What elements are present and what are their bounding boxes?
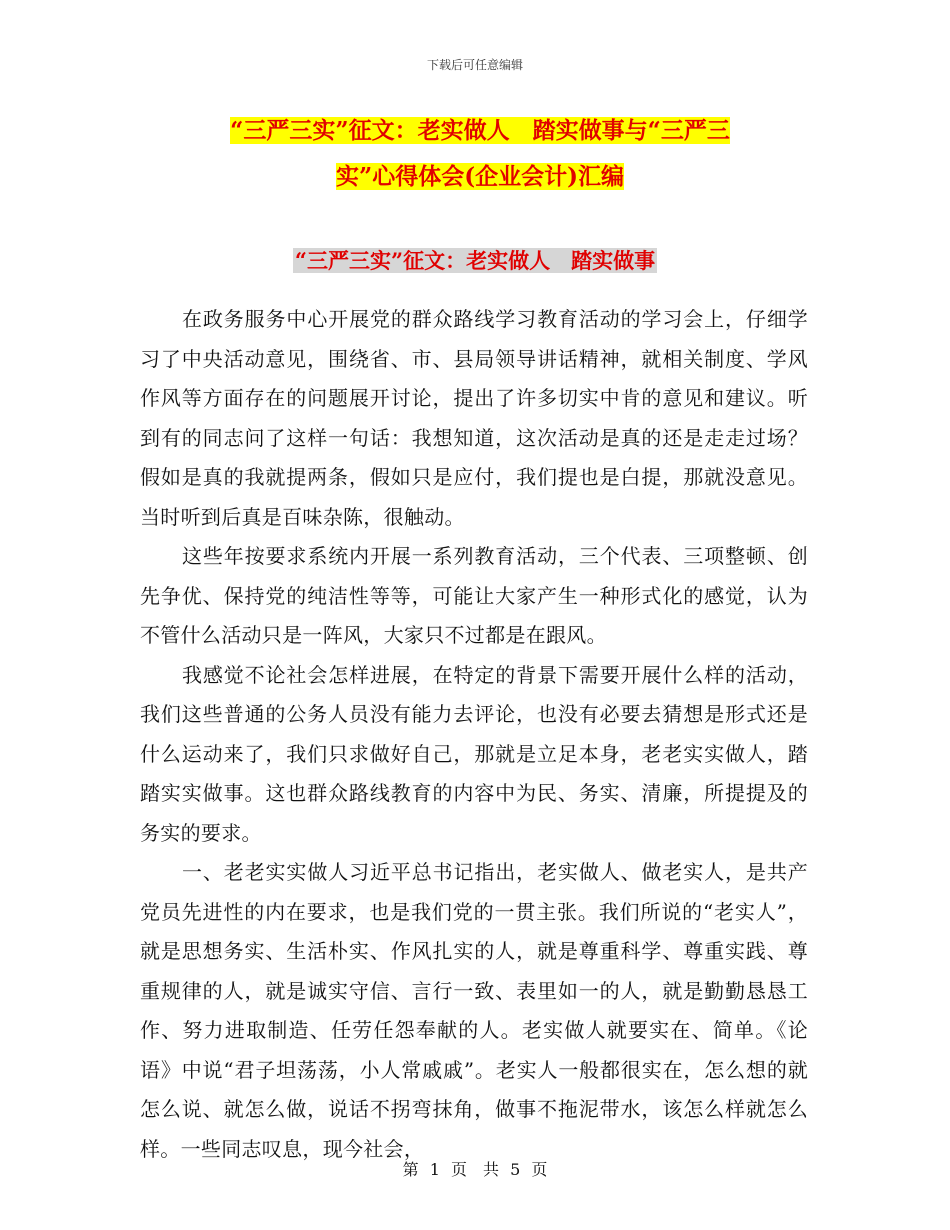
section-heading [0, 245, 950, 275]
page-footer [0, 1157, 950, 1180]
page-total: 5 [510, 1160, 521, 1179]
title-highlight: 实”心得体会(企业会计)汇编 [336, 163, 624, 190]
document-title-line-2 [140, 154, 820, 200]
footer-middle: 页 共 [450, 1160, 499, 1179]
title-highlight: “三严三实”征文：老实做人 踏实做事与“三严三 [230, 117, 730, 144]
page-header: 下载后可任意编辑 [426, 58, 523, 72]
section-heading-highlight: “三严三实”征文：老实做人 踏实做事 [294, 248, 656, 273]
paragraph: 这些年按要求系统内开展一系列教育活动，三个代表、三项整顿、创先争优、保持党的纯洁性等等，可能让大家产生一种形式化的感觉，认为不管什么活动只是一阵风，大家只不过都是在跟风。 [140, 544, 808, 647]
body-text [140, 300, 808, 1169]
footer-suffix: 页 [531, 1160, 548, 1179]
document-title-line-1 [140, 108, 820, 154]
paragraph: 我感觉不论社会怎样进展，在特定的背景下需要开展什么样的活动，我们这些普通的公务人员没有能力去评论，也没有必要去猜想是形式还是什么运动来了，我们只求做好自己，那就是立足本身，老老实实做人，踏踏实实做事。这也群众路线教育的内容中为民、务实、清廉，所提提及的务实的要求。 [140, 662, 808, 845]
footer-prefix: 第 [402, 1160, 419, 1179]
page-number: 1 [429, 1160, 440, 1179]
paragraph: 一、老老实实做人习近平总书记指出，老实做人、做老实人，是共产党员先进性的内在要求，也是我们党的一贯主张。我们所说的“老实人”，就是思想务实、生活朴实、作风扎实的人，就是尊重科学、尊重实践、尊重规律的人，就是诚实守信、言行一致、表里如一的人，就是勤勤恳恳工作、努力进取制造、任劳任怨奉献的人。老实做人就要实在、简单。《论语》中说“君子坦荡荡，小人常戚戚”。老实人一般都很实在，怎么想的就怎么说、就怎么做，说话不拐弯抹角，做事不拖泥带水，该怎么样就怎么样。一些同志叹息，现今社会， [140, 860, 808, 1161]
paragraph: 在政务服务中心开展党的群众路线学习教育活动的学习会上，仔细学习了中央活动意见，围绕省、市、县局领导讲话精神，就相关制度、学风作风等方面存在的问题展开讨论，提出了许多切实中肯的意见和建议。听到有的同志问了这样一句话：我想知道，这次活动是真的还是走走过场？假如是真的我就提两条，假如只是应付，我们提也是白提，那就没意见。当时听到后真是百味杂陈，很触动。 [140, 307, 808, 529]
